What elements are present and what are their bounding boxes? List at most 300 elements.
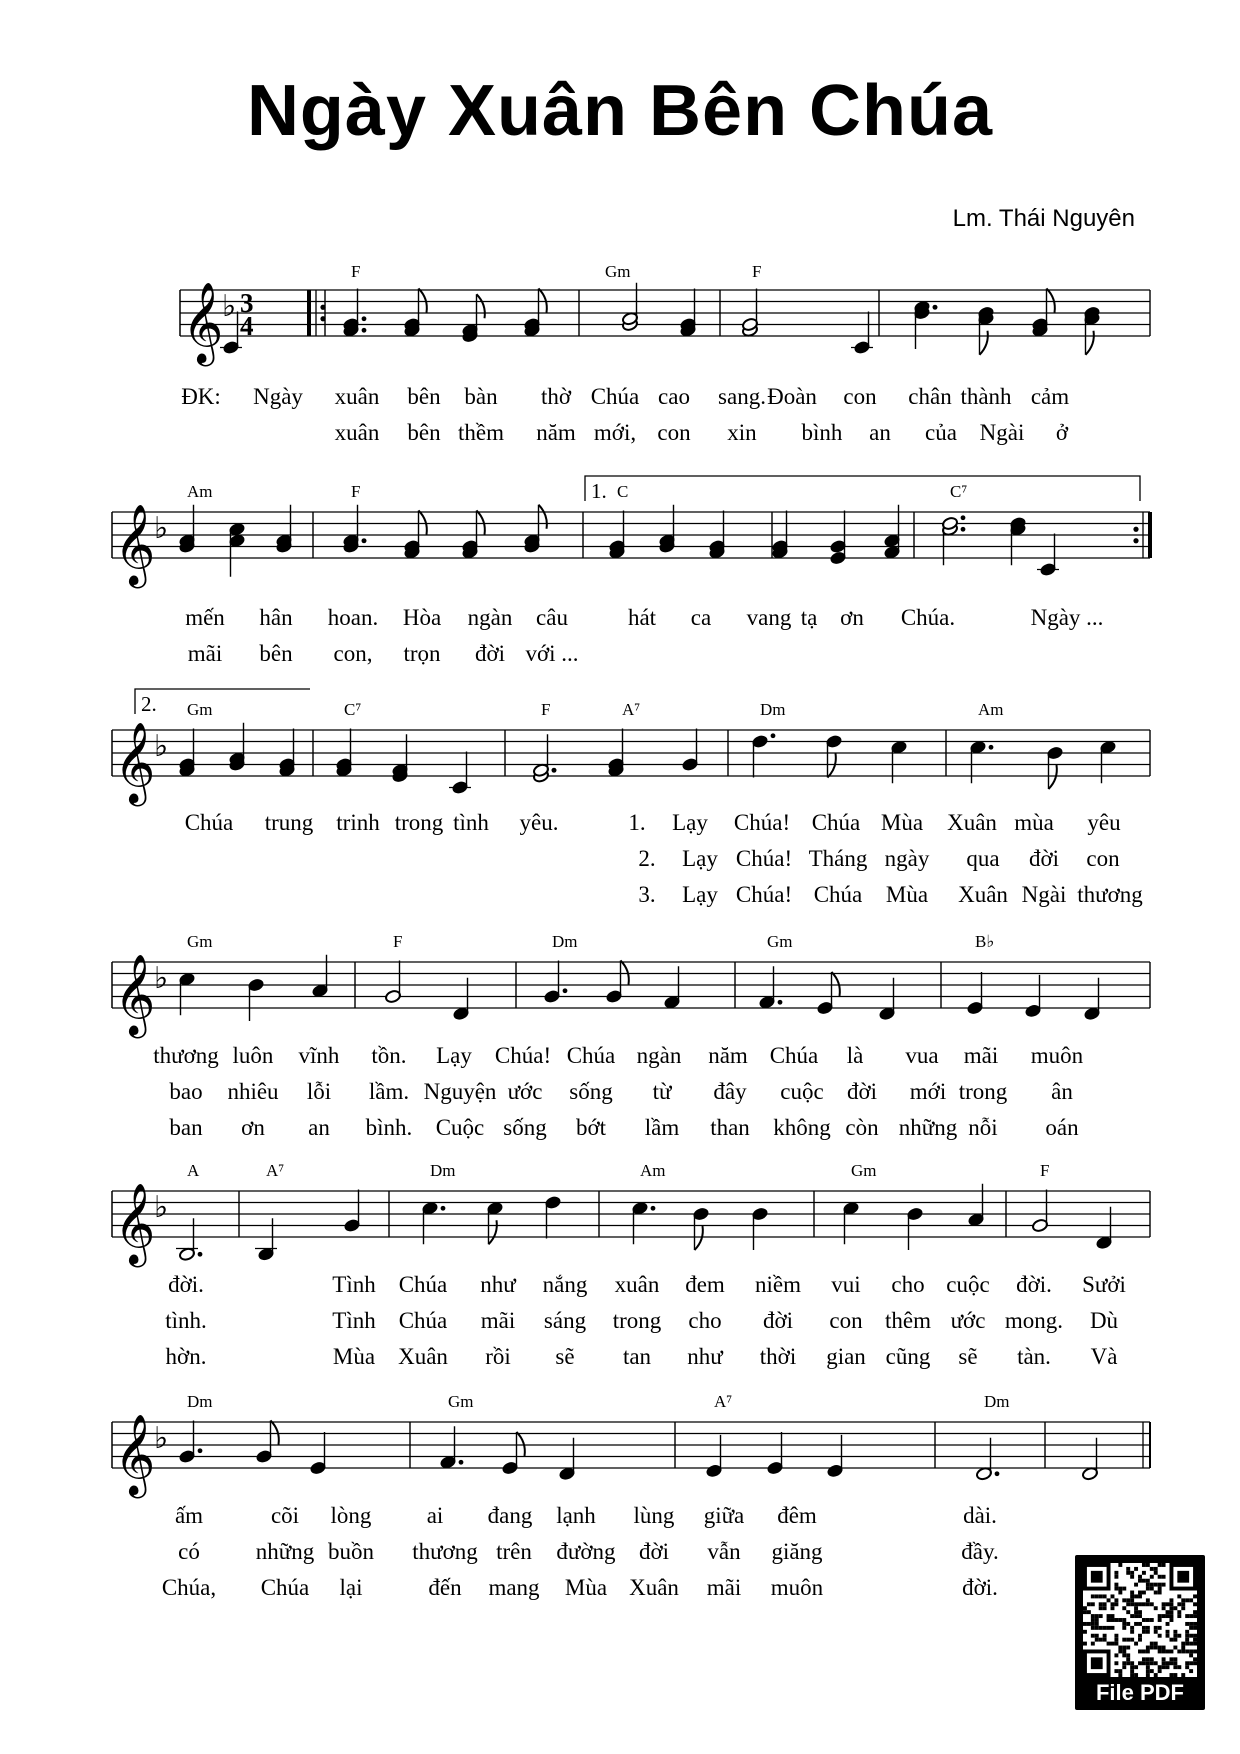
- lyric-syllable: Ngài: [1021, 882, 1067, 907]
- lyric-syllable: con: [1086, 846, 1120, 871]
- key-signature-flat: ♭: [222, 289, 237, 324]
- lyric-syllable: trong: [958, 1079, 1008, 1104]
- qr-module: [1103, 1606, 1107, 1610]
- lyric-syllable: ước: [507, 1079, 543, 1104]
- qr-module: [1169, 1610, 1173, 1614]
- repeat-dot: [1133, 527, 1138, 532]
- volta-number: 1.: [591, 479, 607, 503]
- eighth-flag: [271, 1421, 279, 1445]
- qr-module: [1107, 1642, 1111, 1646]
- qr-module: [1166, 1630, 1170, 1634]
- qr-module: [1181, 1649, 1185, 1653]
- qr-module: [1189, 1614, 1193, 1618]
- qr-module: [1083, 1610, 1087, 1614]
- qr-module: [1158, 1649, 1162, 1653]
- lyric-syllable: Tình: [332, 1272, 376, 1297]
- qr-module: [1193, 1638, 1197, 1642]
- lyric-syllable: trong: [612, 1308, 662, 1333]
- lyric-syllable: vĩnh: [298, 1043, 340, 1068]
- qr-module: [1118, 1649, 1122, 1653]
- qr-module: [1181, 1673, 1185, 1677]
- qr-module: [1169, 1638, 1173, 1642]
- lyric-syllable: ca: [690, 605, 712, 630]
- lyric-syllable: bên: [407, 384, 441, 409]
- lyric-syllable: tàn.: [1017, 1344, 1051, 1369]
- chord-symbol: F: [351, 482, 361, 501]
- augmentation-dot: [459, 1460, 464, 1465]
- lyric-syllable: Chúa.: [900, 605, 956, 630]
- chord-symbol: C⁷: [344, 700, 362, 719]
- treble-clef-icon: 𝄞: [114, 1413, 156, 1495]
- qr-module: [1114, 1634, 1118, 1638]
- lyric-syllable: mới: [909, 1079, 947, 1104]
- qr-module: [1122, 1622, 1126, 1626]
- lyric-syllable: cũng: [885, 1344, 931, 1369]
- lyric-syllable: ĐK:: [181, 384, 221, 409]
- qr-module: [1122, 1587, 1126, 1591]
- qr-module: [1099, 1614, 1103, 1618]
- qr-module: [1130, 1638, 1134, 1642]
- qr-module: [1114, 1583, 1118, 1587]
- qr-module: [1150, 1602, 1154, 1606]
- qr-module: [1126, 1602, 1130, 1606]
- chord-symbol: Gm: [187, 932, 213, 951]
- lyric-syllable: mùa: [1014, 810, 1054, 835]
- lyric-syllable: xuân: [334, 420, 380, 445]
- lyric-syllable: đời: [1028, 846, 1060, 871]
- lyric-syllable: đời: [846, 1079, 878, 1104]
- lyric-syllable: Nguyện: [423, 1079, 497, 1104]
- qr-module: [1122, 1638, 1126, 1642]
- qr-module: [1083, 1622, 1087, 1626]
- qr-module: [1146, 1646, 1150, 1650]
- lyric-syllable: Cuộc: [435, 1115, 485, 1140]
- eighth-flag: [980, 331, 988, 355]
- qr-module: [1177, 1602, 1181, 1606]
- chord-symbol: A: [187, 1161, 200, 1180]
- lyric-syllable: cao: [658, 384, 690, 409]
- lyric-syllable: Lạy: [682, 882, 718, 907]
- lyric-syllable: Chúa: [398, 1308, 448, 1333]
- qr-module: [1146, 1587, 1150, 1591]
- lyric-syllable: tạ: [800, 605, 818, 630]
- qr-pattern: [1083, 1563, 1197, 1677]
- lyric-syllable: bớt: [575, 1115, 607, 1140]
- qr-module: [1150, 1661, 1154, 1665]
- qr-module: [1150, 1646, 1154, 1650]
- qr-module: [1114, 1653, 1118, 1657]
- chord-symbol: Dm: [760, 700, 786, 719]
- augmentation-dot: [989, 745, 994, 750]
- lyric-syllable: câu: [536, 605, 568, 630]
- lyric-syllable: sang.: [718, 384, 766, 409]
- lyric-syllable: trên: [496, 1539, 532, 1564]
- lyric-syllable: mong.: [1004, 1308, 1064, 1333]
- qr-module: [1134, 1665, 1138, 1669]
- lyric-syllable: Mùa: [885, 882, 929, 907]
- qr-module: [1111, 1614, 1115, 1618]
- lyric-syllable: giữa: [703, 1503, 745, 1528]
- qr-module: [1162, 1657, 1166, 1661]
- qr-module: [1166, 1614, 1170, 1618]
- staff-system: [112, 1392, 1150, 1600]
- qr-module: [1114, 1669, 1118, 1673]
- augmentation-dot: [198, 1252, 203, 1257]
- lyric-syllable: trung: [264, 810, 314, 835]
- augmentation-dot: [961, 515, 966, 520]
- qr-module: [1091, 1622, 1095, 1626]
- lyric-syllable: thành: [960, 384, 1012, 409]
- lyric-syllable: chân: [908, 384, 952, 409]
- qr-module: [1177, 1614, 1181, 1618]
- qr-module: [1130, 1614, 1134, 1618]
- qr-module: [1146, 1563, 1150, 1567]
- lyric-syllable: đời.: [962, 1575, 998, 1600]
- qr-module: [1146, 1630, 1150, 1634]
- chord-symbol: B♭: [975, 932, 995, 951]
- qr-module: [1138, 1591, 1142, 1595]
- lyric-syllable: hờn.: [165, 1344, 207, 1369]
- qr-module: [1142, 1657, 1146, 1661]
- lyric-syllable: gian: [826, 1344, 866, 1369]
- qr-module: [1193, 1610, 1197, 1614]
- qr-module: [1134, 1622, 1138, 1626]
- qr-module: [1111, 1642, 1115, 1646]
- qr-module: [1126, 1646, 1130, 1650]
- qr-module: [1114, 1642, 1118, 1646]
- chord-symbol: C: [617, 482, 629, 501]
- augmentation-dot: [961, 527, 966, 532]
- qr-module: [1126, 1567, 1130, 1571]
- qr-module: [1095, 1618, 1099, 1622]
- qr-module: [1154, 1591, 1158, 1595]
- qr-module: [1091, 1626, 1095, 1630]
- qr-module: [1173, 1606, 1177, 1610]
- qr-module: [1154, 1642, 1158, 1646]
- augmentation-dot: [198, 1448, 203, 1453]
- eighth-flag: [477, 511, 485, 535]
- lyric-syllable: than: [710, 1115, 750, 1140]
- lyric-syllable: như: [687, 1344, 723, 1369]
- lyric-syllable: sẽ: [958, 1344, 978, 1369]
- qr-module: [1142, 1563, 1146, 1567]
- qr-module: [1095, 1634, 1099, 1638]
- lyric-syllable: hát: [627, 605, 657, 630]
- qr-module: [1162, 1602, 1166, 1606]
- qr-module: [1118, 1646, 1122, 1650]
- qr-module: [1162, 1614, 1166, 1618]
- qr-module: [1138, 1622, 1142, 1626]
- treble-clef-icon: 𝄞: [114, 721, 156, 803]
- qr-module: [1134, 1673, 1138, 1677]
- lyric-syllable: Chúa: [566, 1043, 616, 1068]
- qr-module: [1169, 1661, 1173, 1665]
- qr-module: [1134, 1594, 1138, 1598]
- lyric-syllable: Chúa: [811, 810, 861, 835]
- lyric-syllable: của: [925, 420, 957, 445]
- qr-module: [1091, 1614, 1095, 1618]
- lyric-syllable: bên: [259, 641, 293, 666]
- qr-module: [1181, 1598, 1185, 1602]
- qr-module: [1118, 1673, 1122, 1677]
- qr-module: [1177, 1649, 1181, 1653]
- qr-module: [1095, 1638, 1099, 1642]
- qr-module: [1130, 1669, 1134, 1673]
- qr-module: [1134, 1642, 1138, 1646]
- lyric-syllable: Mùa: [332, 1344, 376, 1369]
- qr-module: [1166, 1649, 1170, 1653]
- qr-module: [1185, 1661, 1189, 1665]
- lyric-syllable: con: [843, 384, 877, 409]
- qr-module: [1193, 1622, 1197, 1626]
- qr-module: [1126, 1598, 1130, 1602]
- time-signature-top: 3: [240, 288, 254, 318]
- lyric-syllable: yêu.: [519, 810, 559, 835]
- lyric-syllable: muôn: [1030, 1043, 1084, 1068]
- qr-module: [1193, 1649, 1197, 1653]
- qr-module: [1173, 1657, 1177, 1661]
- qr-module: [1181, 1606, 1185, 1610]
- lyric-syllable: bình: [801, 420, 843, 445]
- qr-module: [1162, 1649, 1166, 1653]
- qr-module: [1162, 1661, 1166, 1665]
- lyric-syllable: ước: [950, 1308, 986, 1333]
- lyric-syllable: bên: [407, 420, 441, 445]
- qr-module: [1138, 1614, 1142, 1618]
- qr-module: [1146, 1583, 1150, 1587]
- lyric-syllable: Xuân: [398, 1344, 448, 1369]
- qr-module: [1154, 1606, 1158, 1610]
- lyric-syllable: ở: [1055, 420, 1069, 445]
- qr-module: [1138, 1634, 1142, 1638]
- lyric-syllable: mãi: [480, 1308, 516, 1333]
- qr-module: [1095, 1626, 1099, 1630]
- qr-module: [1193, 1626, 1197, 1630]
- lyric-syllable: năm: [708, 1043, 748, 1068]
- qr-module: [1118, 1618, 1122, 1622]
- lyric-syllable: cuộc: [946, 1272, 990, 1297]
- qr-module: [1185, 1598, 1189, 1602]
- lyric-syllable: trinh: [336, 810, 380, 835]
- chord-symbol: Am: [640, 1161, 666, 1180]
- lyric-syllable: trọn: [403, 641, 441, 666]
- lyric-syllable: Dù: [1089, 1308, 1119, 1333]
- lyric-syllable: đến: [428, 1575, 462, 1600]
- lyric-syllable: rồi: [485, 1344, 511, 1369]
- qr-module: [1173, 1661, 1177, 1665]
- qr-module: [1189, 1669, 1193, 1673]
- lyric-syllable: hân: [259, 605, 293, 630]
- lyric-syllable: đang: [487, 1503, 533, 1528]
- qr-module: [1138, 1579, 1142, 1583]
- qr-module: [1154, 1661, 1158, 1665]
- qr-module: [1146, 1649, 1150, 1653]
- qr-module: [1126, 1653, 1130, 1657]
- qr-code-pdf-link[interactable]: [1075, 1555, 1205, 1710]
- lyric-syllable: ai: [426, 1503, 444, 1528]
- augmentation-dot: [362, 538, 367, 543]
- qr-module: [1177, 1634, 1181, 1638]
- lyric-syllable: năm: [536, 420, 576, 445]
- lyric-syllable: Chúa: [398, 1272, 448, 1297]
- qr-module: [1130, 1591, 1134, 1595]
- lyric-syllable: xuân: [614, 1272, 660, 1297]
- qr-module: [1103, 1638, 1107, 1642]
- lyric-syllable: xin: [727, 420, 757, 445]
- chord-symbol: F: [351, 262, 361, 281]
- lyric-syllable: thờ: [540, 384, 572, 409]
- chord-symbol: A⁷: [714, 1392, 733, 1411]
- qr-module: [1193, 1634, 1197, 1638]
- qr-module: [1134, 1583, 1138, 1587]
- key-signature-flat: ♭: [154, 511, 169, 546]
- qr-module: [1114, 1598, 1118, 1602]
- qr-module: [1138, 1594, 1142, 1598]
- qr-module: [1111, 1626, 1115, 1630]
- qr-module: [1111, 1606, 1115, 1610]
- qr-module: [1130, 1665, 1134, 1669]
- qr-module: [1087, 1622, 1091, 1626]
- qr-module: [1193, 1642, 1197, 1646]
- qr-module: [1150, 1583, 1154, 1587]
- qr-module: [1150, 1587, 1154, 1591]
- lyric-syllable: thương: [412, 1539, 478, 1564]
- lyric-syllable: đời.: [1016, 1272, 1052, 1297]
- qr-module: [1095, 1594, 1099, 1598]
- qr-module: [1173, 1646, 1177, 1650]
- qr-module: [1126, 1657, 1130, 1661]
- qr-module: [1177, 1594, 1181, 1598]
- qr-module: [1146, 1579, 1150, 1583]
- qr-module: [1189, 1653, 1193, 1657]
- qr-module: [1154, 1646, 1158, 1650]
- lyric-syllable: Tháng: [808, 846, 868, 871]
- lyric-syllable: lùng: [633, 1503, 675, 1528]
- qr-module: [1099, 1602, 1103, 1606]
- key-signature-flat: ♭: [154, 729, 169, 764]
- qr-module: [1130, 1626, 1134, 1630]
- qr-module: [1107, 1614, 1111, 1618]
- qr-module: [1150, 1642, 1154, 1646]
- qr-module: [1146, 1673, 1150, 1677]
- qr-module: [1154, 1630, 1158, 1634]
- qr-module: [1162, 1606, 1166, 1610]
- qr-module: [1185, 1642, 1189, 1646]
- qr-module: [1091, 1634, 1095, 1638]
- lyric-syllable: mãi: [963, 1043, 999, 1068]
- eighth-flag: [477, 294, 485, 318]
- qr-module: [1103, 1602, 1107, 1606]
- qr-module: [1146, 1626, 1150, 1630]
- qr-module: [1126, 1638, 1130, 1642]
- lyric-syllable: qua: [966, 846, 1000, 871]
- qr-module: [1154, 1571, 1158, 1575]
- qr-module: [1103, 1594, 1107, 1598]
- chord-symbol: F: [1040, 1161, 1050, 1180]
- qr-module: [1142, 1626, 1146, 1630]
- qr-module: [1162, 1575, 1166, 1579]
- lyric-syllable: Ngài: [979, 420, 1025, 445]
- chord-symbol: Dm: [187, 1392, 213, 1411]
- lyric-syllable: thêm: [885, 1308, 931, 1333]
- treble-clef-icon: 𝄞: [182, 281, 224, 363]
- qr-module: [1154, 1673, 1158, 1677]
- lyric-syllable: lạnh: [556, 1503, 596, 1528]
- key-signature-flat: ♭: [154, 961, 169, 996]
- lyric-syllable: tình: [453, 810, 489, 835]
- lyric-syllable: Xuân: [629, 1575, 679, 1600]
- lyric-syllable: đây: [713, 1079, 747, 1104]
- lyric-syllable: Sưởi: [1082, 1272, 1126, 1297]
- lyric-syllable: 2.: [638, 846, 656, 871]
- lyric-syllable: còn: [845, 1115, 879, 1140]
- qr-module: [1111, 1594, 1115, 1598]
- lyric-syllable: sáng: [543, 1308, 587, 1333]
- lyric-syllable: 3.: [638, 882, 656, 907]
- lyric-syllable: hoan.: [327, 605, 379, 630]
- lyric-syllable: tồn.: [371, 1043, 407, 1068]
- lyric-syllable: cõi: [270, 1503, 300, 1528]
- lyric-syllable: cuộc: [780, 1079, 824, 1104]
- qr-module: [1166, 1602, 1170, 1606]
- lyric-syllable: Lạy: [436, 1043, 472, 1068]
- qr-module: [1118, 1587, 1122, 1591]
- lyric-syllable: lầm: [644, 1115, 680, 1140]
- qr-module: [1173, 1673, 1177, 1677]
- lyric-syllable: con,: [333, 641, 373, 666]
- qr-module: [1146, 1665, 1150, 1669]
- lyric-syllable: sẽ: [555, 1344, 575, 1369]
- qr-module: [1193, 1657, 1197, 1661]
- qr-module: [1130, 1602, 1134, 1606]
- chord-symbol: Am: [187, 482, 213, 501]
- qr-module: [1083, 1630, 1087, 1634]
- qr-module: [1189, 1649, 1193, 1653]
- eighth-flag: [1047, 289, 1055, 313]
- augmentation-dot: [995, 1471, 1000, 1476]
- qr-code-icon: [1083, 1563, 1197, 1677]
- qr-module: [1134, 1567, 1138, 1571]
- eighth-flag: [517, 1432, 525, 1456]
- qr-module: [1150, 1669, 1154, 1673]
- qr-module: [1146, 1669, 1150, 1673]
- treble-clef-icon: 𝄞: [114, 1182, 156, 1264]
- lyric-syllable: Chúa: [813, 882, 863, 907]
- lyric-syllable: niềm: [755, 1272, 801, 1297]
- qr-module: [1150, 1657, 1154, 1661]
- qr-module: [1130, 1575, 1134, 1579]
- eighth-flag: [695, 1226, 703, 1250]
- qr-module: [1122, 1653, 1126, 1657]
- lyric-syllable: vua: [905, 1043, 939, 1068]
- lyric-syllable: ơn: [840, 605, 864, 630]
- qr-module: [1095, 1622, 1099, 1626]
- chord-symbol: A⁷: [266, 1161, 285, 1180]
- lyric-syllable: cho: [688, 1308, 722, 1333]
- lyric-syllable: nắng: [542, 1272, 588, 1297]
- lyric-syllable: Xuân: [958, 882, 1008, 907]
- lyric-syllable: ngàn: [467, 605, 513, 630]
- qr-module: [1126, 1571, 1130, 1575]
- qr-module: [1158, 1575, 1162, 1579]
- qr-module: [1154, 1583, 1158, 1587]
- lyric-syllable: với ...: [525, 641, 579, 666]
- lyric-syllable: đời: [474, 641, 506, 666]
- lyric-syllable: nỗi: [968, 1115, 998, 1140]
- qr-module: [1154, 1567, 1158, 1571]
- lyric-syllable: an: [869, 420, 891, 445]
- lyric-syllable: 1.: [628, 810, 646, 835]
